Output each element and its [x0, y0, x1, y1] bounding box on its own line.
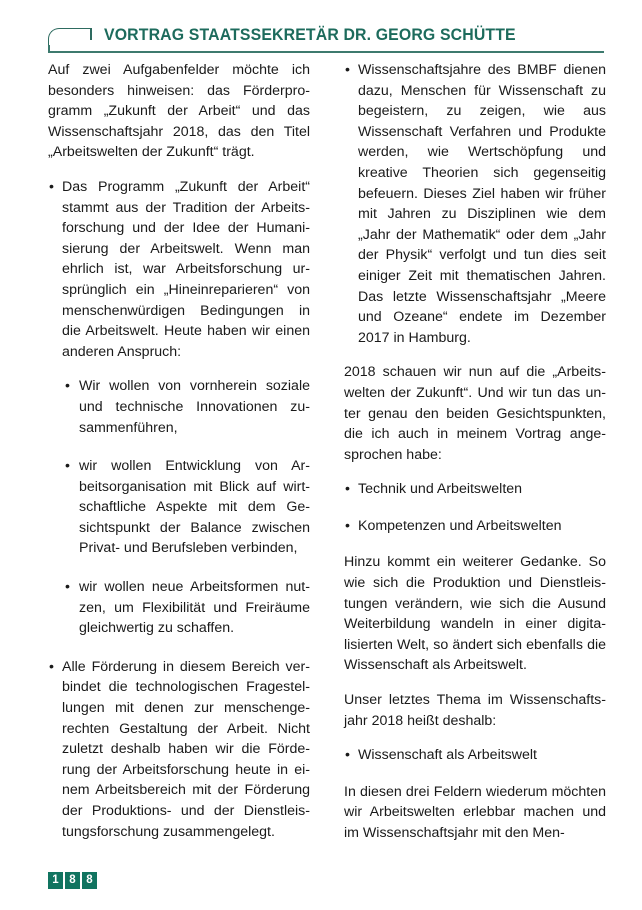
list-item: [64, 577, 310, 639]
paragraph: Hinzu kommt ein weiterer Gedanke. So wie sich die Produktion und Dienstleistungen verändern, wie sich die Ausund Weiterbildung wandeln in einer digitalisierten Welt, so ändert sich ebenfalls die Wissenschaft als Arbeitswelt.: [344, 554, 606, 674]
right-column: [344, 60, 606, 856]
header-bracket-ornament: [48, 28, 92, 50]
bullet-icon: •: [49, 178, 54, 195]
list-item-text: Wir wollen von vornherein soziale und technische Innovationen zusammenführen,: [79, 378, 310, 436]
page-header: [48, 26, 604, 56]
two-column-body: [48, 60, 606, 856]
list-item-text: wir wollen neue Arbeitsformen nutzen, um Flexibilität und Freiräume gleichwertig zu schaffen.: [79, 579, 310, 637]
header-rule: [48, 51, 604, 53]
page-number-digit: 8: [65, 872, 80, 889]
page-title: VORTRAG STAATSSEKRETÄR DR. GEORG SCHÜTTE: [104, 26, 516, 44]
list-item-text: Alle Förderung in diesem Bereich verbindet die technologischen Fragestellungen mit denen zur menschengerechten Gestaltung der Arbeit. Nicht zuletzt deshalb haben wir die Förderung der Arbeitsforschung heute in einem Arbeitsbereich mit der Förderung der Produktions- und der Dienstleistungsforschung zusammengelegt.: [62, 658, 310, 840]
list-item: [64, 456, 310, 559]
bullet-icon: •: [345, 517, 350, 534]
bullet-icon: •: [345, 481, 350, 498]
list-item-text: wir wollen Entwicklung von Arbeitsorganisation mit Blick auf wirtschaftliche Aspekte mit dem Gesichtspunkt der Balance zwischen Privat- und Berufsleben verbinden,: [79, 458, 310, 557]
page-number-badge: [48, 872, 97, 889]
list-item: [344, 745, 606, 766]
list-item-text: Das Programm „Zukunft der Arbeit“ stammt aus der Tradition der Arbeitsforschung und der Idee der Humanisierung der Arbeitswelt. Wenn man ehrlich ist, war Arbeitsforschung ursprünglich ein „Hineinreparieren“ von menschenwürdigen Bedingungen in die Arbeitswelt. Heute haben wir einen anderen Anspruch:: [62, 178, 310, 360]
list-item-text: Wissenschaft als Arbeitswelt: [358, 747, 537, 764]
list-item: [48, 177, 310, 362]
bullet-icon: •: [345, 62, 350, 78]
bullet-icon: •: [65, 579, 70, 596]
list-item: [344, 516, 606, 537]
list-item-text: Kompetenzen und Arbeitswelten: [358, 517, 562, 534]
bullet-icon: •: [345, 747, 350, 764]
list-item: [64, 376, 310, 438]
bullet-icon: •: [65, 458, 70, 475]
paragraph: Unser letztes Thema im Wissenschaftsjahr 2018 heißt deshalb:: [344, 692, 606, 729]
paragraph: 2018 schauen wir nun auf die „Arbeitswelten der Zukunft“. Und wir tun das unter genau den beiden Gesichtspunkten, die ich auch in meinem Vortrag angesprochen habe:: [344, 364, 606, 463]
list-item-text: Wissenschaftsjahre des BMBF dienen dazu, Menschen für Wissenschaft zu begeistern, zu zeigen, wie aus Wissenschaft Verfahren und Produkte werden, wie Wertschöpfung und kreative Theorien sich gegenseitig befeuern. Dieses Ziel haben wir früher mit Jahren zu Disziplinen wie dem „Jahr der Mathematik“ oder dem „Jahr der Physik“ verfolgt und tun dies seit einiger Zeit mit thematischen Jahren. Das letzte Wissenschaftsjahr „Meere und Ozeane“ endete im Dezember 2017 in Hamburg.: [358, 62, 606, 346]
bullet-icon: •: [49, 658, 54, 675]
list-item-text: Technik und Arbeitswelten: [358, 481, 523, 498]
paragraph: In diesen drei Feldern wiederum möchten wir Arbeitswelten erlebbar machen und im Wissenschaftsjahr mit den Men-: [344, 783, 606, 841]
page-number-digit: 1: [48, 872, 63, 889]
page-number-digit: 8: [82, 872, 97, 889]
list-item: [344, 479, 606, 500]
bullet-icon: •: [65, 378, 70, 395]
paragraph: Auf zwei Aufgabenfelder möchte ich besonders hinweisen: das Förderprogramm „Zukunft der Arbeit“ und das Wissenschaftsjahr 2018, das den Titel „Arbeitswelten der Zukunft“ trägt.: [48, 62, 310, 161]
left-column: [48, 60, 310, 856]
list-item: [48, 657, 310, 842]
list-item: [344, 60, 606, 348]
